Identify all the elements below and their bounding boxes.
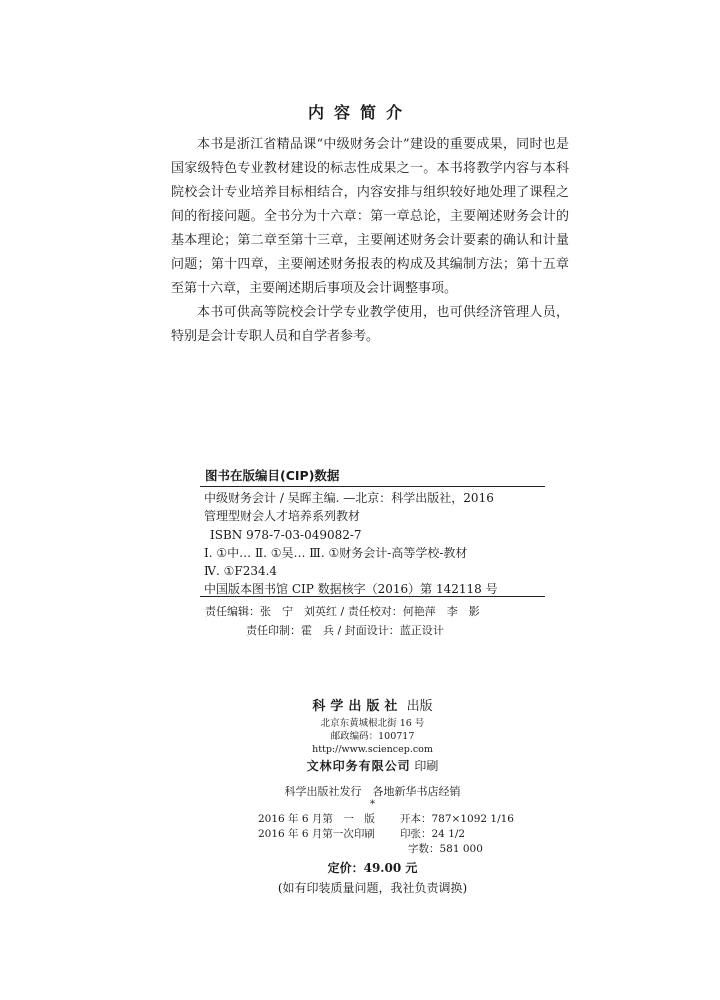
printer-line (200, 756, 545, 776)
publisher-role: 出版 (406, 699, 433, 714)
printer-role: 印刷 (414, 759, 439, 773)
cip-bottom-rule (200, 596, 545, 597)
distribution-line: 科学出版社发行 各地新华书店经销 (284, 785, 461, 798)
cip-line: 中级财务会计 / 吴晖主编. —北京：科学出版社，2016 (204, 491, 494, 505)
edition-left: 2016 年 6 月第一次印刷 (258, 828, 375, 840)
quality-note: (如有印装质量问题，我社负责调换) (277, 881, 468, 895)
price: 定价：49.00 元 (327, 861, 418, 875)
edition-right: 印张：24 1/2 (400, 828, 466, 840)
printer-name: 文林印务有限公司 (306, 759, 411, 773)
cip-line: Ⅳ. ①F234.4 (204, 564, 278, 579)
separator-star: * (370, 799, 375, 810)
intro-paragraph: 本书可供高等院校会计学专业教学使用，也可供经济管理人员，特别是会计专职人员和自学者参考。 (171, 305, 569, 344)
editors-line: 责任印制：霍 兵 / 封面设计：蓝正设计 (246, 624, 444, 637)
edition-row (200, 827, 545, 842)
edition-row (200, 842, 545, 857)
intro-paragraph: 本书是浙江省精品课“中级财务会计”建设的重要成果，同时也是国家级特色专业教材建设的标志性成果之一。本书将教学内容与本科院校会计专业培养目标相结合，内容安排与组织较好地处理了课程之间的衔接问题。全书分为十六章：第一章总论，主要阐述财务会计的基本理论；第二章至第十三章，主要阐述财务会计要素的确认和计量问题；第十四章，主要阐述财务报表的构成及其编制方法；第十五章至第十六章，主要阐述期后事项及会计调整事项。 (171, 137, 569, 296)
edition-right: 字数：581 000 (408, 843, 483, 855)
cip-data-block (200, 489, 545, 599)
publisher-url: http://www.sciencep.com (312, 744, 433, 755)
publisher-postcode: 邮政编码：100717 (330, 731, 415, 742)
editors-line: 责任编辑：张 宁 刘英红 / 责任校对：何艳萍 李 影 (205, 605, 480, 618)
publisher-name: 科学出版社 (312, 699, 403, 714)
cip-line: Ⅰ. ①中… Ⅱ. ①吴… Ⅲ. ①财务会计-高等学校-教材 (204, 545, 468, 560)
edition-left: 2016 年 6 月第 一 版 (258, 813, 375, 825)
publisher-address: 北京东黄城根北街 16 号 (320, 718, 425, 729)
editors-credits (200, 602, 545, 640)
cip-line: ISBN 978-7-03-049082-7 (210, 527, 362, 542)
publisher-block (200, 697, 545, 810)
edition-row (200, 812, 545, 827)
edition-right: 开本：787×1092 1/16 (400, 813, 514, 825)
edition-info (200, 812, 545, 857)
intro-body (171, 133, 569, 349)
cip-line: 管理型财会人才培养系列教材 (204, 509, 361, 524)
cip-line: 中国版本图书馆 CIP 数据核字（2016）第 142118 号 (204, 582, 498, 597)
cip-title: 图书在版编目(CIP)数据 (205, 468, 340, 483)
cip-top-rule (200, 486, 545, 487)
publisher-line (200, 697, 545, 717)
intro-title: 内容简介 (307, 103, 412, 122)
